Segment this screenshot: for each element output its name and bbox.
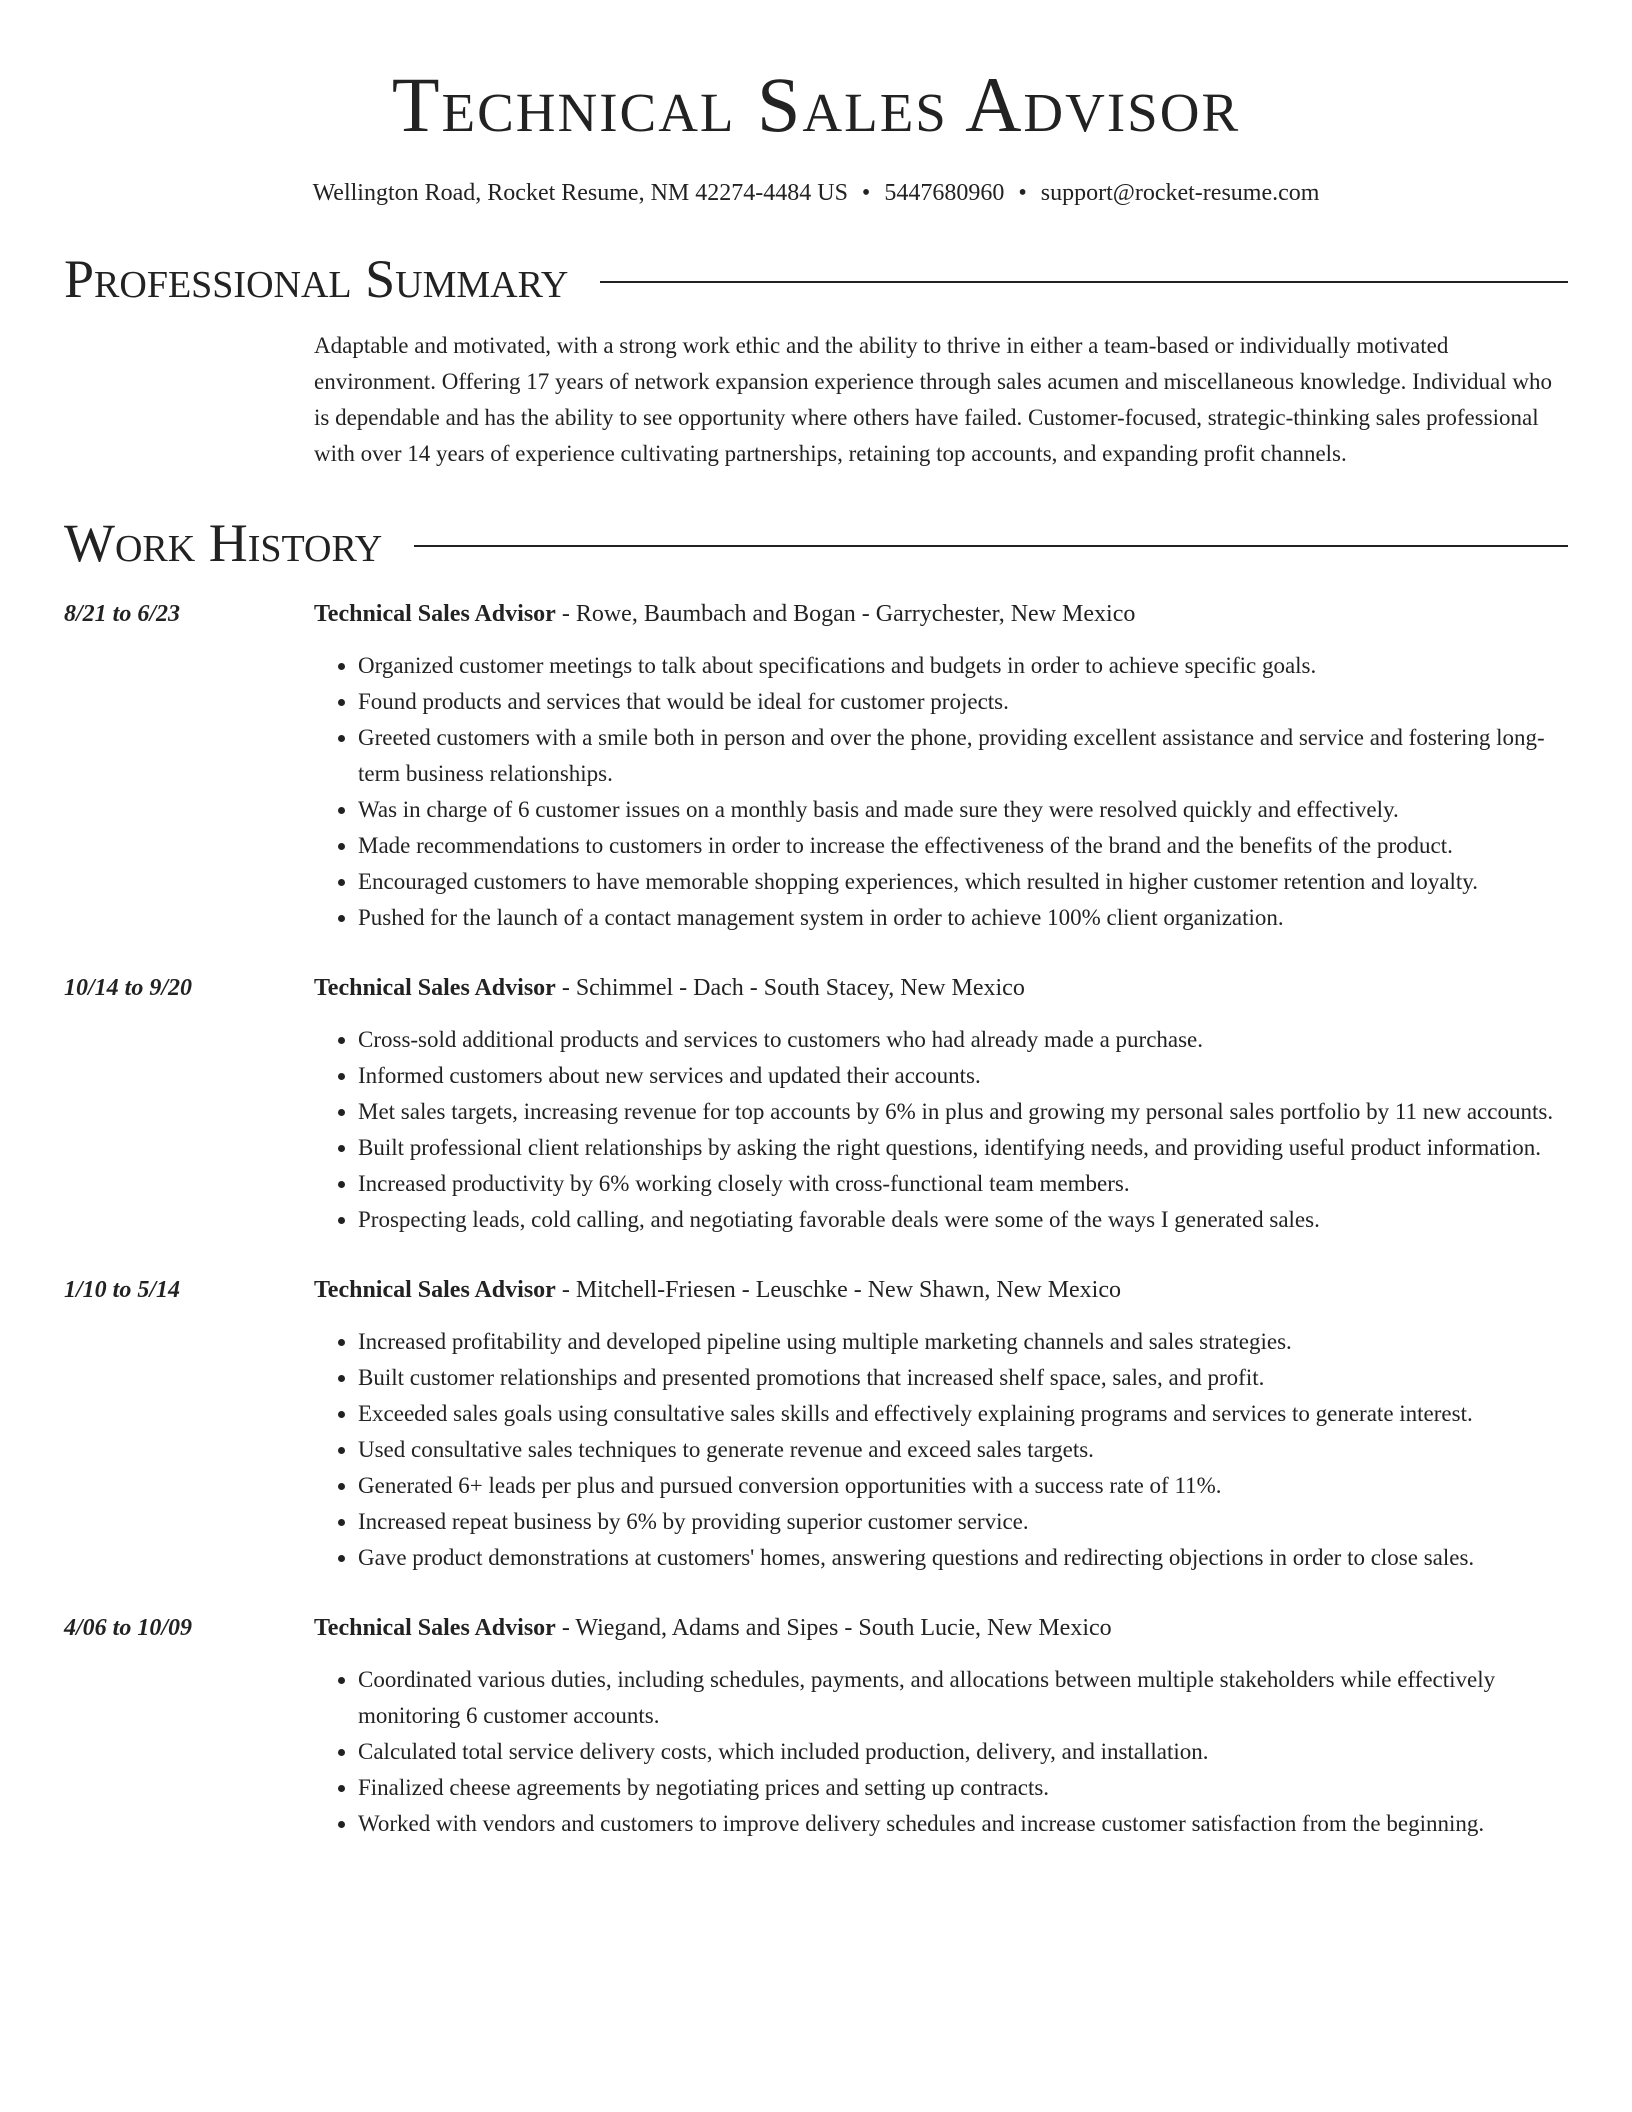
job-title: Technical Sales Advisor xyxy=(314,1277,556,1303)
job-bullet-list xyxy=(314,1022,1568,1238)
job-title: Technical Sales Advisor xyxy=(314,975,556,1001)
contact-address: Wellington Road, Rocket Resume, NM 42274-4484 US xyxy=(312,180,848,206)
summary-section-header xyxy=(64,248,1568,310)
job-bullet: • Found products and services that would be ideal for customer projects. xyxy=(358,684,1568,720)
job-dates: 1/10 to 5/14 xyxy=(64,1277,181,1303)
resume-name: Technical Sales Advisor xyxy=(391,61,1241,148)
job-body xyxy=(314,1610,1568,1842)
job-dates: 8/21 to 6/23 xyxy=(64,601,181,627)
summary-heading: Professional Summary xyxy=(64,249,569,309)
job-bullet-list xyxy=(314,1662,1568,1842)
contact-phone: 5447680960 xyxy=(884,180,1005,206)
section-rule xyxy=(600,281,1568,283)
job-dates: 10/14 to 9/20 xyxy=(64,975,193,1001)
job-bullet-list xyxy=(314,648,1568,936)
job-bullet: • Built professional client relationships by asking the right questions, identifying needs, and providing useful product information. xyxy=(358,1130,1568,1166)
job-bullet: • Pushed for the launch of a contact management system in order to achieve 100% client organization. xyxy=(358,900,1568,936)
job-entry xyxy=(64,596,1568,936)
job-body xyxy=(314,596,1568,936)
job-dates: 4/06 to 10/09 xyxy=(64,1615,193,1641)
job-entry xyxy=(64,970,1568,1238)
job-bullet: • Increased profitability and developed pipeline using multiple marketing channels and sales strategies. xyxy=(358,1324,1568,1360)
job-bullet: • Encouraged customers to have memorable shopping experiences, which resulted in higher customer retention and loyalty. xyxy=(358,864,1568,900)
job-bullet: • Met sales targets, increasing revenue for top accounts by 6% in plus and growing my personal sales portfolio by 11 new accounts. xyxy=(358,1094,1568,1130)
job-bullet: • Informed customers about new services and updated their accounts. xyxy=(358,1058,1568,1094)
job-bullet: • Built customer relationships and presented promotions that increased shelf space, sales, and profit. xyxy=(358,1360,1568,1396)
job-bullet: • Greeted customers with a smile both in person and over the phone, providing excellent assistance and service and fostering long-term business relationships. xyxy=(358,720,1568,792)
job-employer-location: - Rowe, Baumbach and Bogan - Garrychester, New Mexico xyxy=(555,601,1136,627)
job-entry xyxy=(64,1610,1568,1842)
section-rule xyxy=(414,545,1568,547)
job-heading-line xyxy=(314,596,1568,632)
job-employer-location: - Wiegand, Adams and Sipes - South Lucie, New Mexico xyxy=(555,1615,1112,1641)
work-history-list xyxy=(64,596,1568,1842)
job-heading-line xyxy=(314,1272,1568,1308)
job-heading-line xyxy=(314,1610,1568,1646)
job-entry xyxy=(64,1272,1568,1576)
job-bullet: • Prospecting leads, cold calling, and negotiating favorable deals were some of the ways I generated sales. xyxy=(358,1202,1568,1238)
job-bullet: • Organized customer meetings to talk about specifications and budgets in order to achieve specific goals. xyxy=(358,648,1568,684)
job-bullet-list xyxy=(314,1324,1568,1576)
contact-separator: • xyxy=(861,180,871,206)
job-title: Technical Sales Advisor xyxy=(314,1615,556,1641)
job-title: Technical Sales Advisor xyxy=(314,601,556,627)
job-body xyxy=(314,1272,1568,1576)
job-bullet: • Increased productivity by 6% working closely with cross-functional team members. xyxy=(358,1166,1568,1202)
job-bullet: • Worked with vendors and customers to improve delivery schedules and increase customer satisfaction from the beginning. xyxy=(358,1806,1568,1842)
work-heading: Work History xyxy=(64,513,383,573)
job-bullet: • Was in charge of 6 customer issues on a monthly basis and made sure they were resolved quickly and effectively. xyxy=(358,792,1568,828)
job-employer-location: - Schimmel - Dach - South Stacey, New Mexico xyxy=(555,975,1025,1001)
job-bullet: • Increased repeat business by 6% by providing superior customer service. xyxy=(358,1504,1568,1540)
contact-separator: • xyxy=(1018,180,1027,206)
job-bullet: • Calculated total service delivery costs, which included production, delivery, and installation. xyxy=(358,1734,1568,1770)
contact-email[interactable]: support@rocket-resume.com xyxy=(1040,180,1320,206)
job-bullet: • Exceeded sales goals using consultative sales skills and effectively explaining programs and services to generate interest. xyxy=(358,1396,1568,1432)
job-heading-line xyxy=(314,970,1568,1006)
work-section-header xyxy=(64,512,1568,574)
job-body xyxy=(314,970,1568,1238)
job-bullet: • Generated 6+ leads per plus and pursued conversion opportunities with a success rate of 11%. xyxy=(358,1468,1568,1504)
contact-line xyxy=(64,178,1568,208)
job-bullet: • Coordinated various duties, including schedules, payments, and allocations between multiple stakeholders while effectively monitoring 6 customer accounts. xyxy=(358,1662,1568,1734)
job-bullet: • Used consultative sales techniques to generate revenue and exceed sales targets. xyxy=(358,1432,1568,1468)
job-bullet: • Cross-sold additional products and services to customers who had already made a purchase. xyxy=(358,1022,1568,1058)
job-bullet: • Gave product demonstrations at customers' homes, answering questions and redirecting objections in order to close sales. xyxy=(358,1540,1568,1576)
job-bullet: • Finalized cheese agreements by negotiating prices and setting up contracts. xyxy=(358,1770,1568,1806)
job-employer-location: - Mitchell-Friesen - Leuschke - New Shawn, New Mexico xyxy=(555,1277,1121,1303)
job-bullet: • Made recommendations to customers in order to increase the effectiveness of the brand and the benefits of the product. xyxy=(358,828,1568,864)
summary-text: Adaptable and motivated, with a strong work ethic and the ability to thrive in either a team-based or individually motivated environment. Offering 17 years of network expansion experience through sales acumen and miscellaneous knowledge. Individual who is dependable and has the ability to see opportunity where others have failed. Customer-focused, strategic-thinking sales professional with over 14 years of experience cultivating partnerships, retaining top accounts, and expanding profit channels. xyxy=(314,333,1553,466)
